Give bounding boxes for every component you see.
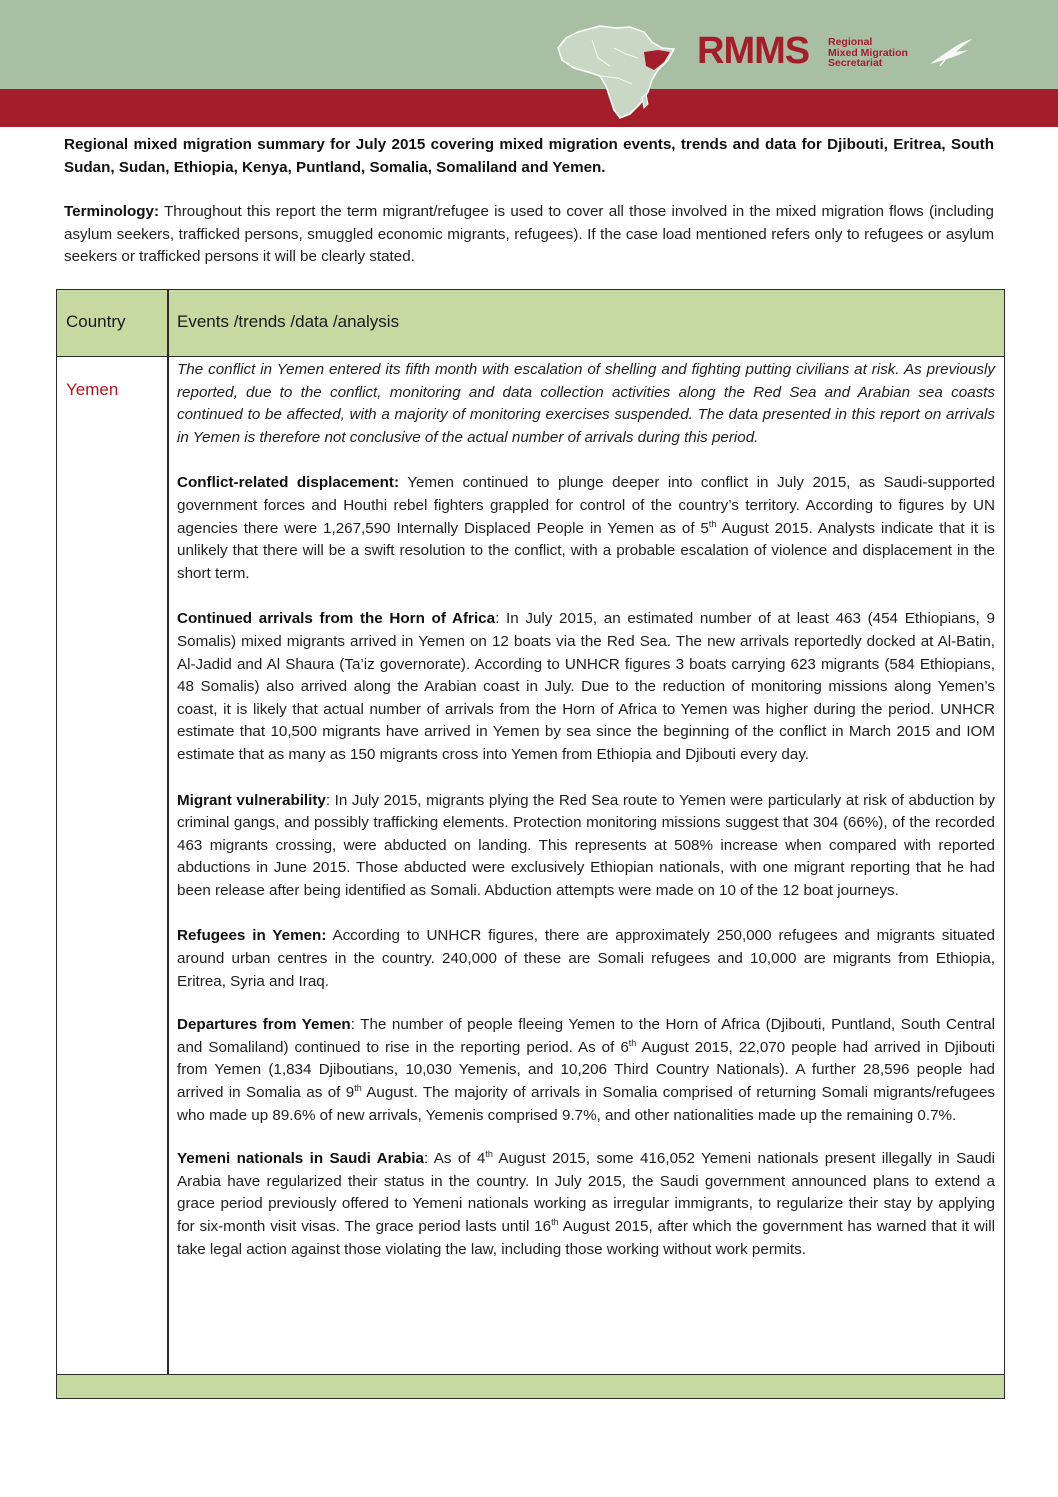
paragraph-conflict-displacement (177, 472, 995, 585)
paragraph-text: : In July 2015, migrants plying the Red Sea route to Yemen were particularly at risk of abduction by criminal gangs, and possibly trafficking elements. Protection monitoring missions suggest that 304 (66%), of the recorded 463 migrants crossing, were abducted on landing. This represents at 508% increase when compared with reported abductions in June 2015. Those abducted were exclusively Ethiopian nationals, with one migrant reporting that he had been release after being identified as Somali. Abduction attempts were made on 10 of the 12 boat journeys. (177, 791, 995, 899)
paragraph-text: August 2015, 22,070 people had arrived in Djibouti from Yemen (1,834 Djiboutians, 10,030 Yemenis, and 10,206 Third Country Nationals). A further 28,596 people had arrived in Somalia as of 9 (177, 1038, 996, 1102)
africa-map-icon (548, 18, 688, 124)
paragraph-title: Departures from Yemen (177, 1016, 351, 1034)
paragraph-text: According to UNHCR figures, there are approximately 250,000 refugees and migrants situated around urban centres in the country. 240,000 of these are Somali refugees and 10,000 are migrants from Ethiopia, Eritrea, Syria and Iraq. (177, 927, 995, 990)
ordinal-suffix: th (628, 1037, 637, 1048)
terminology-note (64, 201, 994, 269)
paragraph-text: : In July 2015, an estimated number of at least 463 (454 Ethiopians, 9 Somalis) mixed migrants arrived in Yemen on 12 boats via the Red Sea. The new arrivals reportedly docked at Al-Batin, Al-Jadid and Al Shaura (Ta’iz governorate). According to UNHCR figures 3 boats carrying 623 migrants (584 Ethiopians, 48 Somalis) also arrived along the Arabian coast in July. Due to the reduction of monitoring missions along Yemen’s coast, it is likely that actual number of arrivals from the Horn of Africa to Yemen was higher during the period. UNHCR estimate that 10,500 migrants have arrived in Yemen by sea since the beginning of the conflict in March 2015 and IOM estimate that as many as 150 migrants cross into Yemen from Ethiopia and Djibouti every day. (177, 610, 995, 763)
column-header-country: Country (66, 312, 126, 331)
paragraph-refugees (177, 925, 995, 993)
paragraph-text: August 2015, some 416,052 Yemeni nationals present illegally in Saudi Arabia have regularized their status in the country. In July 2015, the Saudi government announced plans to extend a grace period previously offered to Yemeni nationals working as irregular immigrants, to regularize their stay by applying for six-month visit visas. The grace period lasts until 16 (177, 1150, 995, 1235)
events-cell-yemen (177, 358, 995, 1261)
paragraph-text: August 2015. Analysts indicate that it is unlikely that there will be a swift resolution to the conflict, with a probable escalation of violence and displacement in the short term. (177, 519, 995, 582)
paragraph-departures (177, 1014, 995, 1127)
brand-subtitle-line: Secretariat (828, 57, 883, 69)
paragraph-arrivals (177, 608, 995, 766)
paragraph-text: : The number of people fleeing Yemen to the Horn of Africa (Djibouti, Puntland, South Central and Somaliland) continued to rise in the reporting period. As of 6 (177, 1016, 995, 1056)
ordinal-suffix: th (708, 518, 717, 529)
table-header-row (57, 290, 1004, 357)
brand-logo-text: RMMS (697, 30, 810, 72)
paragraph-text: : As of 4 (423, 1150, 486, 1168)
ordinal-suffix: th (354, 1082, 362, 1093)
ordinal-suffix: th (485, 1149, 493, 1160)
bird-logo-icon (928, 36, 974, 68)
intro-paragraph: The conflict in Yemen entered its fifth month with escalation of shelling and fighting putting civilians at risk. As previously reported, due to the conflict, monitoring and data collection activities along the Red Sea and Arabian sea coasts continued to be affected, with a majority of monitoring exercises suspended. The data presented in this report on arrivals in Yemen is therefore not conclusive of the actual number of arrivals during this period. (177, 361, 995, 446)
paragraph-text: August 2015, after which the government has warned that it will take legal action against those violating the law, including those working without work permits. (177, 1218, 996, 1258)
report-summary: Regional mixed migration summary for July 2015 covering mixed migration events, trends and data for Djibouti, Eritrea, South Sudan, Sudan, Ethiopia, Kenya, Puntland, Somalia, Somaliland and Yemen. (64, 136, 994, 176)
brand-subtitle-line: Regional (828, 36, 873, 48)
terminology-label: Terminology: (64, 203, 160, 220)
ordinal-suffix: th (551, 1216, 559, 1227)
brand-subtitle (828, 37, 908, 69)
paragraph-title: Migrant vulnerability (177, 791, 326, 809)
paragraph-text: August. The majority of arrivals in Somalia comprised of returning Somali migrants/refugees who made up 89.6% of new arrivals, Yemenis comprised 9.7%, and other nationalities made up the remaining 0.7%. (177, 1084, 995, 1124)
column-divider (167, 290, 169, 1398)
terminology-text: Throughout this report the term migrant/refugee is used to cover all those involved in the mixed migration flows (including asylum seekers, trafficked persons, smuggled economic migrants, refugees). If the case load mentioned refers only to refugees or asylum seekers or trafficked persons it will be clearly stated. (64, 203, 994, 265)
paragraph-vulnerability (177, 790, 995, 903)
paragraph-saudi-arabia (177, 1148, 995, 1261)
brand-subtitle-line: Mixed Migration (828, 46, 908, 59)
events-table (56, 289, 1005, 1399)
paragraph-title: Yemeni nationals in Saudi Arabia (177, 1150, 424, 1168)
paragraph-title: Conflict-related displacement: (177, 474, 400, 492)
paragraph-title: Continued arrivals from the Horn of Africa (177, 610, 496, 628)
column-header-events: Events /trends /data /analysis (177, 312, 400, 331)
table-footer-row (57, 1374, 1004, 1398)
country-cell-yemen: Yemen (66, 380, 119, 399)
paragraph-text: Yemen continued to plunge deeper into conflict in July 2015, as Saudi-supported government forces and Houthi rebel fighters grappled for control of the country’s territory. According to figures by UN agencies there were 1,267,590 Internally Displaced People in Yemen as of 5 (177, 474, 995, 537)
paragraph-title: Refugees in Yemen: (177, 927, 327, 945)
header-red-band (0, 89, 1058, 127)
